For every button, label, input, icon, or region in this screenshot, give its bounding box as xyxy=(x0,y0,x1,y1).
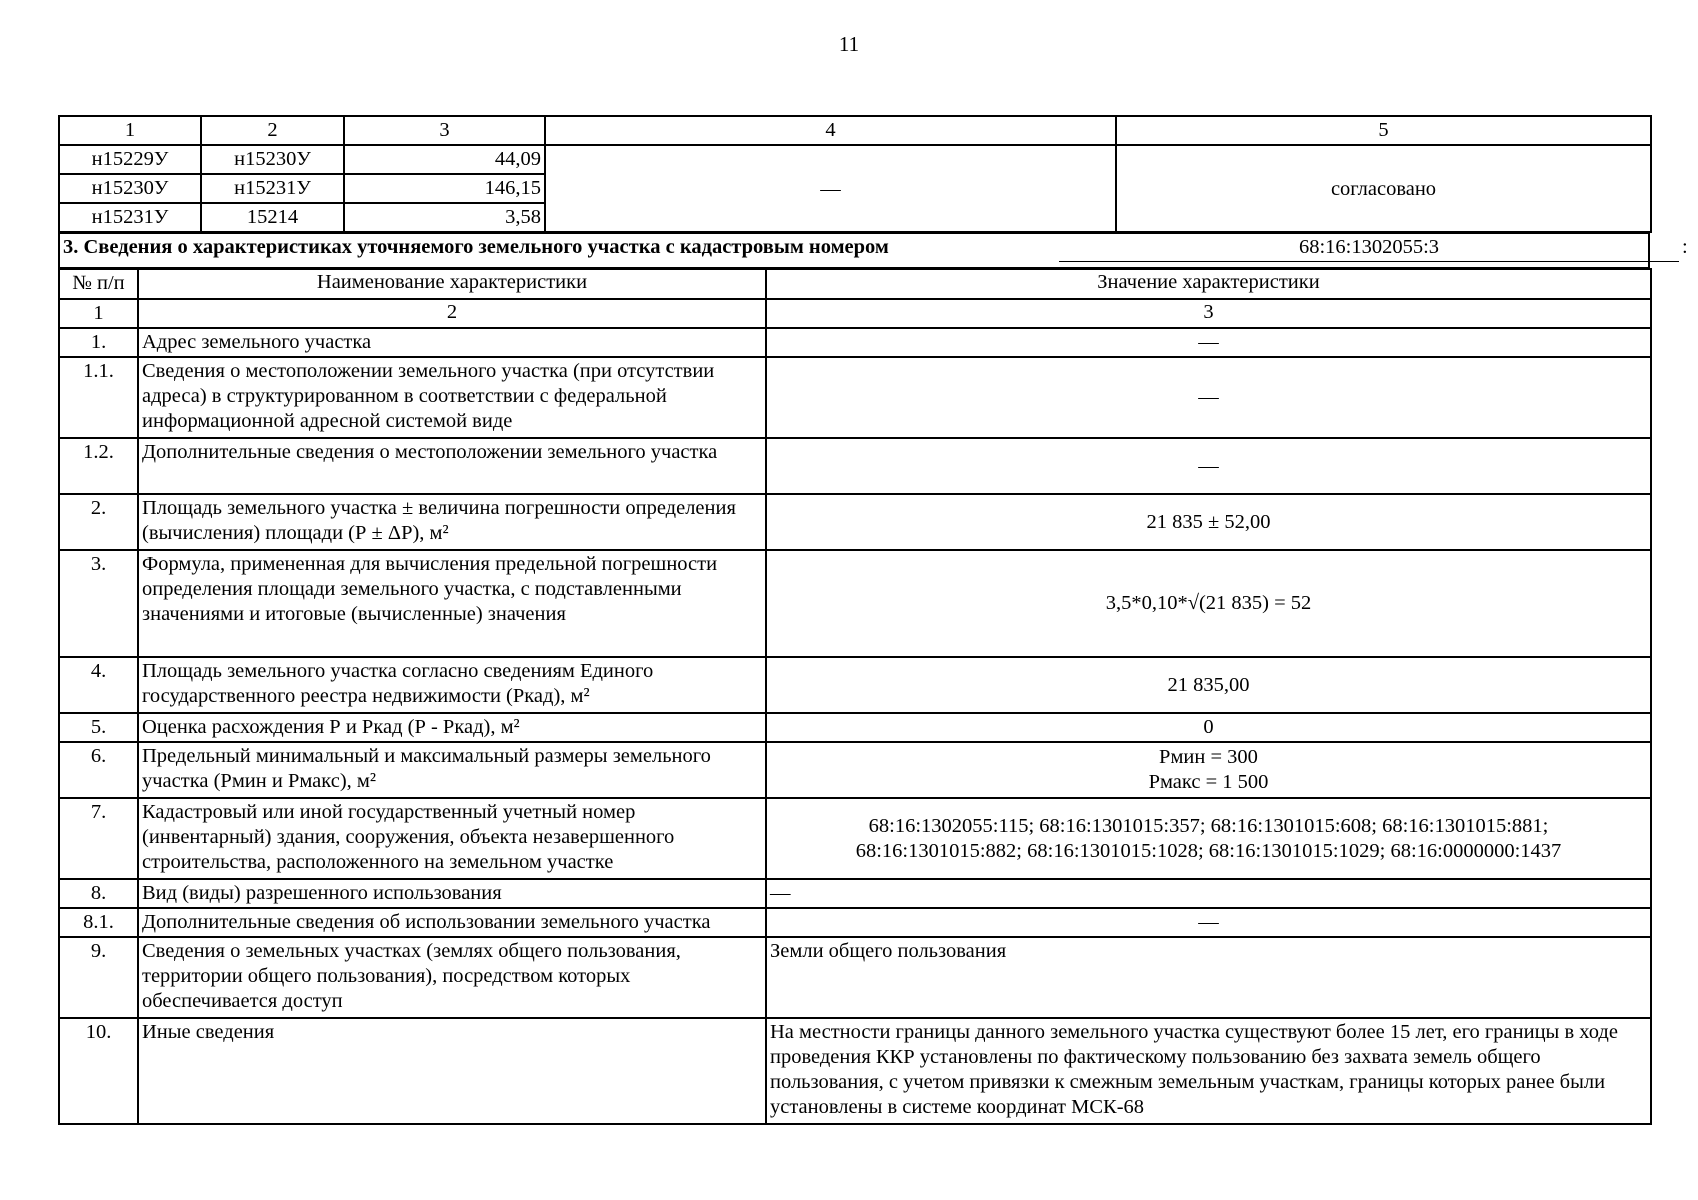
row-number: 5. xyxy=(59,713,138,742)
row-number: 7. xyxy=(59,798,138,879)
col4-value: — xyxy=(545,145,1116,232)
point-from: н15229У xyxy=(59,145,201,174)
table-row xyxy=(59,145,1651,174)
section-title: 3. Сведения о характеристиках уточняемого земельного участка с кадастровым номером xyxy=(63,236,889,258)
characteristic-name: Сведения о земельных участках (землях общего пользования, территории общего пользования), посредством которых обеспечивается доступ xyxy=(138,937,766,1018)
underline-divider xyxy=(1059,261,1679,262)
characteristic-value: — xyxy=(766,357,1651,438)
table-row xyxy=(59,357,1651,438)
characteristic-name: Адрес земельного участка xyxy=(138,328,766,357)
row-number: 8.1. xyxy=(59,908,138,937)
characteristic-value: 21 835 ± 52,00 xyxy=(766,494,1651,550)
table-header-row xyxy=(59,116,1651,145)
cadastral-numbers-line: 68:16:1302055:115; 68:16:1301015:357; 68:16:1301015:608; 68:16:1301015:881; xyxy=(868,814,1549,837)
cadastral-numbers-line: 68:16:1301015:882; 68:16:1301015:1028; 68:16:1301015:1029; 68:16:0000000:1437 xyxy=(855,839,1562,862)
row-number: 1. xyxy=(59,328,138,357)
section-title-table xyxy=(58,232,1688,269)
table-header-row xyxy=(59,299,1651,328)
characteristic-name: Кадастровый или иной государственный учетный номер (инвентарный) здания, сооружения, объекта незавершенного строительства, расположенного на земельном участке xyxy=(138,798,766,879)
table-row xyxy=(59,438,1651,494)
characteristic-value: 3,5*0,10*√(21 835) = 52 xyxy=(766,550,1651,657)
segment-length: 3,58 xyxy=(344,203,545,232)
segment-length: 44,09 xyxy=(344,145,545,174)
row-number: 9. xyxy=(59,937,138,1018)
table-row xyxy=(59,879,1651,908)
table-header-row xyxy=(59,269,1651,299)
table-row xyxy=(59,494,1651,550)
page-number: 11 xyxy=(838,32,860,56)
column-number: 1 xyxy=(59,299,138,328)
table-row xyxy=(59,798,1651,879)
point-to: н15230У xyxy=(201,145,344,174)
row-number: 4. xyxy=(59,657,138,713)
characteristic-name: Дополнительные сведения об использовании земельного участка xyxy=(138,908,766,937)
characteristics-table xyxy=(58,268,1652,1125)
table-row xyxy=(59,1018,1651,1124)
characteristic-name: Сведения о местоположении земельного участка (при отсутствии адреса) в структурированном в соответствии с федеральной информационной адресной системой виде xyxy=(138,357,766,438)
point-from: н15231У xyxy=(59,203,201,232)
table-row xyxy=(59,328,1651,357)
characteristic-name: Формула, примененная для вычисления предельной погрешности определения площади земельного участка, с подставленными значениями и итоговые (вычисленные) значения xyxy=(138,550,766,657)
characteristic-value: — xyxy=(766,879,1651,908)
characteristic-name: Площадь земельного участка согласно сведениям Единого государственного реестра недвижимости (Ркад), м² xyxy=(138,657,766,713)
boundary-segments-table xyxy=(58,115,1652,233)
cadastral-number: 68:16:1302055:3 xyxy=(1298,236,1440,258)
segment-length: 146,15 xyxy=(344,174,545,203)
characteristic-name: Оценка расхождения Р и Ркад (Р - Ркад), м² xyxy=(138,713,766,742)
column-number: 2 xyxy=(138,299,766,328)
table-row xyxy=(59,713,1651,742)
row-number: 6. xyxy=(59,742,138,798)
characteristic-value xyxy=(766,798,1651,879)
approval-status: согласовано xyxy=(1116,145,1651,232)
characteristic-value: — xyxy=(766,438,1651,494)
characteristic-value: 21 835,00 xyxy=(766,657,1651,713)
characteristic-value: На местности границы данного земельного участка существуют более 15 лет, его границы в ходе проведения ККР установлены по фактическому пользованию без захвата земель общего пользования, с учетом привязки к смежным земельным участкам, границы которых ранее были установлены в системе координат МСК-68 xyxy=(766,1018,1651,1124)
header-number: № п/п xyxy=(59,269,138,299)
row-number: 3. xyxy=(59,550,138,657)
header-value: Значение характеристики xyxy=(766,269,1651,299)
point-from: н15230У xyxy=(59,174,201,203)
table-row xyxy=(59,937,1651,1018)
row-number: 1.2. xyxy=(59,438,138,494)
row-number: 2. xyxy=(59,494,138,550)
characteristic-name: Предельный минимальный и максимальный размеры земельного участка (Рмин и Рмакс), м² xyxy=(138,742,766,798)
table-row xyxy=(59,908,1651,937)
column-number: 5 xyxy=(1116,116,1651,145)
colon-mark: : xyxy=(1682,236,1688,258)
characteristic-value: — xyxy=(766,908,1651,937)
row-number: 10. xyxy=(59,1018,138,1124)
characteristic-value: Земли общего пользования xyxy=(766,937,1651,1018)
characteristic-name: Площадь земельного участка ± величина погрешности определения (вычисления) площади (Р ± ΔР), м² xyxy=(138,494,766,550)
column-number: 2 xyxy=(201,116,344,145)
characteristic-value: — xyxy=(766,328,1651,357)
characteristic-value xyxy=(766,742,1651,798)
point-to: 15214 xyxy=(201,203,344,232)
point-to: н15231У xyxy=(201,174,344,203)
table-row xyxy=(59,657,1651,713)
table-row xyxy=(59,550,1651,657)
characteristic-value: 0 xyxy=(766,713,1651,742)
column-number: 4 xyxy=(545,116,1116,145)
header-name: Наименование характеристики xyxy=(138,269,766,299)
characteristic-name: Иные сведения xyxy=(138,1018,766,1124)
row-number: 1.1. xyxy=(59,357,138,438)
column-number: 1 xyxy=(59,116,201,145)
min-size-value: Рмин = 300 xyxy=(1159,746,1258,768)
column-number: 3 xyxy=(766,299,1651,328)
characteristic-name: Дополнительные сведения о местоположении земельного участка xyxy=(138,438,766,494)
table-row xyxy=(59,742,1651,798)
row-number: 8. xyxy=(59,879,138,908)
max-size-value: Рмакс = 1 500 xyxy=(1148,771,1269,793)
characteristic-name: Вид (виды) разрешенного использования xyxy=(138,879,766,908)
column-number: 3 xyxy=(344,116,545,145)
